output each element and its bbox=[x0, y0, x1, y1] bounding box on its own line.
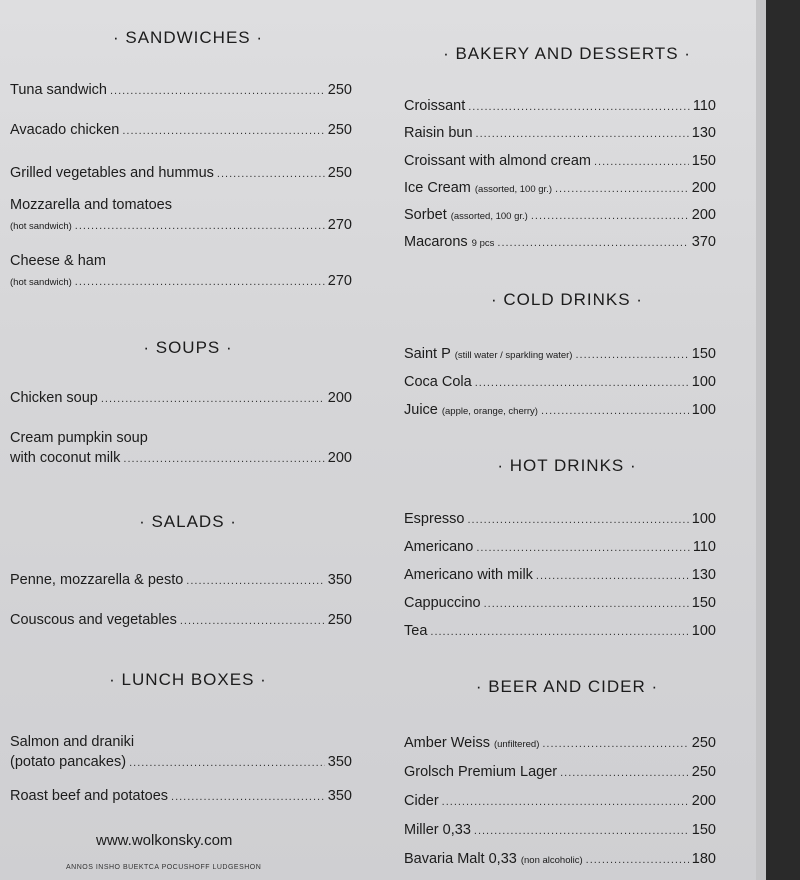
menu-item-raisin-bun: Raisin bun ..... 130 bbox=[404, 123, 716, 144]
soups-title: · SOUPS · bbox=[143, 338, 233, 357]
menu-item-tea: Tea ..... 100 bbox=[404, 621, 716, 642]
menu-item-tuna-sandwich: Tuna sandwich ..... 250 bbox=[10, 80, 352, 101]
menu-item-cheese-ham: Cheese & ham (hot sandwich) ..... 270 bbox=[10, 251, 352, 293]
footer-fine-print: ANNOS INSHO BUEKTCA POCUSHOFF LUDGESHON bbox=[66, 864, 262, 871]
menu-item-americano-milk: Americano with milk ..... 130 bbox=[404, 565, 716, 586]
menu-item-avacado-chicken: Avacado chicken ..... 250 bbox=[10, 120, 352, 141]
menu-item-cream-pumpkin-soup: Cream pumpkin soup with coconut milk ..... 200 bbox=[10, 428, 352, 469]
menu-item-cappuccino: Cappuccino ..... 150 bbox=[404, 593, 716, 614]
menu-item-mozzarella-tomatoes: Mozzarella and tomatoes (hot sandwich) ..... 270 bbox=[10, 195, 352, 237]
hot-drinks-title: · HOT DRINKS · bbox=[497, 456, 637, 475]
menu-item-chicken-soup: Chicken soup ..... 200 bbox=[10, 388, 352, 409]
menu-item-amber-weiss: Amber Weiss (unfiltered) ..... 250 bbox=[404, 733, 716, 755]
menu-item-salmon-draniki: Salmon and draniki (potato pancakes) ..... 350 bbox=[10, 732, 352, 773]
soups-section bbox=[10, 338, 352, 358]
menu-item-penne: Penne, mozzarella & pesto ..... 350 bbox=[10, 570, 352, 591]
menu-item-couscous: Couscous and vegetables ..... 250 bbox=[10, 610, 352, 631]
menu-item-croissant: Croissant ..... 110 bbox=[404, 96, 716, 117]
menu-item-sorbet: Sorbet (assorted, 100 gr.) ..... 200 bbox=[404, 205, 716, 227]
bakery-title: · BAKERY AND DESSERTS · bbox=[443, 44, 691, 63]
beer-cider-title: · BEER AND CIDER · bbox=[475, 677, 659, 696]
menu-item-grilled-vegetables: Grilled vegetables and hummus ..... 250 bbox=[10, 163, 352, 184]
bakery-section bbox=[404, 44, 716, 64]
menu-item-grolsch: Grolsch Premium Lager ..... 250 bbox=[404, 762, 716, 783]
menu-item-saint-p: Saint P (still water / sparkling water) ..... 150 bbox=[404, 344, 716, 366]
cold-drinks-title: · COLD DRINKS · bbox=[491, 290, 643, 309]
menu-item-miller: Miller 0,33 ..... 150 bbox=[404, 820, 716, 841]
menu-right-column bbox=[404, 0, 716, 880]
menu-item-roast-beef: Roast beef and potatoes ..... 350 bbox=[10, 786, 352, 807]
hot-drinks-section bbox=[404, 456, 716, 476]
sandwiches-title: · SANDWICHES · bbox=[113, 28, 263, 47]
menu-item-cider: Cider ..... 200 bbox=[404, 791, 716, 812]
menu-item-espresso: Espresso ..... 100 bbox=[404, 509, 716, 530]
salads-section bbox=[10, 512, 352, 532]
lunch-boxes-title: · LUNCH BOXES · bbox=[109, 670, 267, 689]
paper-edge bbox=[756, 0, 766, 880]
website-link[interactable]: www.wolkonsky.com bbox=[96, 832, 233, 849]
cold-drinks-section bbox=[404, 290, 716, 310]
salads-title: · SALADS · bbox=[139, 512, 237, 531]
sandwiches-section bbox=[10, 28, 352, 48]
menu-item-ice-cream: Ice Cream (assorted, 100 gr.) ..... 200 bbox=[404, 178, 716, 200]
menu-item-juice: Juice (apple, orange, cherry) ..... 100 bbox=[404, 400, 716, 422]
menu-item-americano: Americano ..... 110 bbox=[404, 537, 716, 558]
lunch-boxes-section bbox=[10, 670, 352, 690]
menu-item-bavaria-malt: Bavaria Malt 0,33 (non alcoholic) ..... 180 bbox=[404, 849, 716, 871]
menu-item-coca-cola: Coca Cola ..... 100 bbox=[404, 372, 716, 393]
beer-cider-section bbox=[404, 677, 716, 697]
menu-item-croissant-almond: Croissant with almond cream ..... 150 bbox=[404, 151, 716, 172]
menu-left-column bbox=[10, 0, 352, 880]
menu-item-macarons: Macarons 9 pcs ..... 370 bbox=[404, 232, 716, 254]
